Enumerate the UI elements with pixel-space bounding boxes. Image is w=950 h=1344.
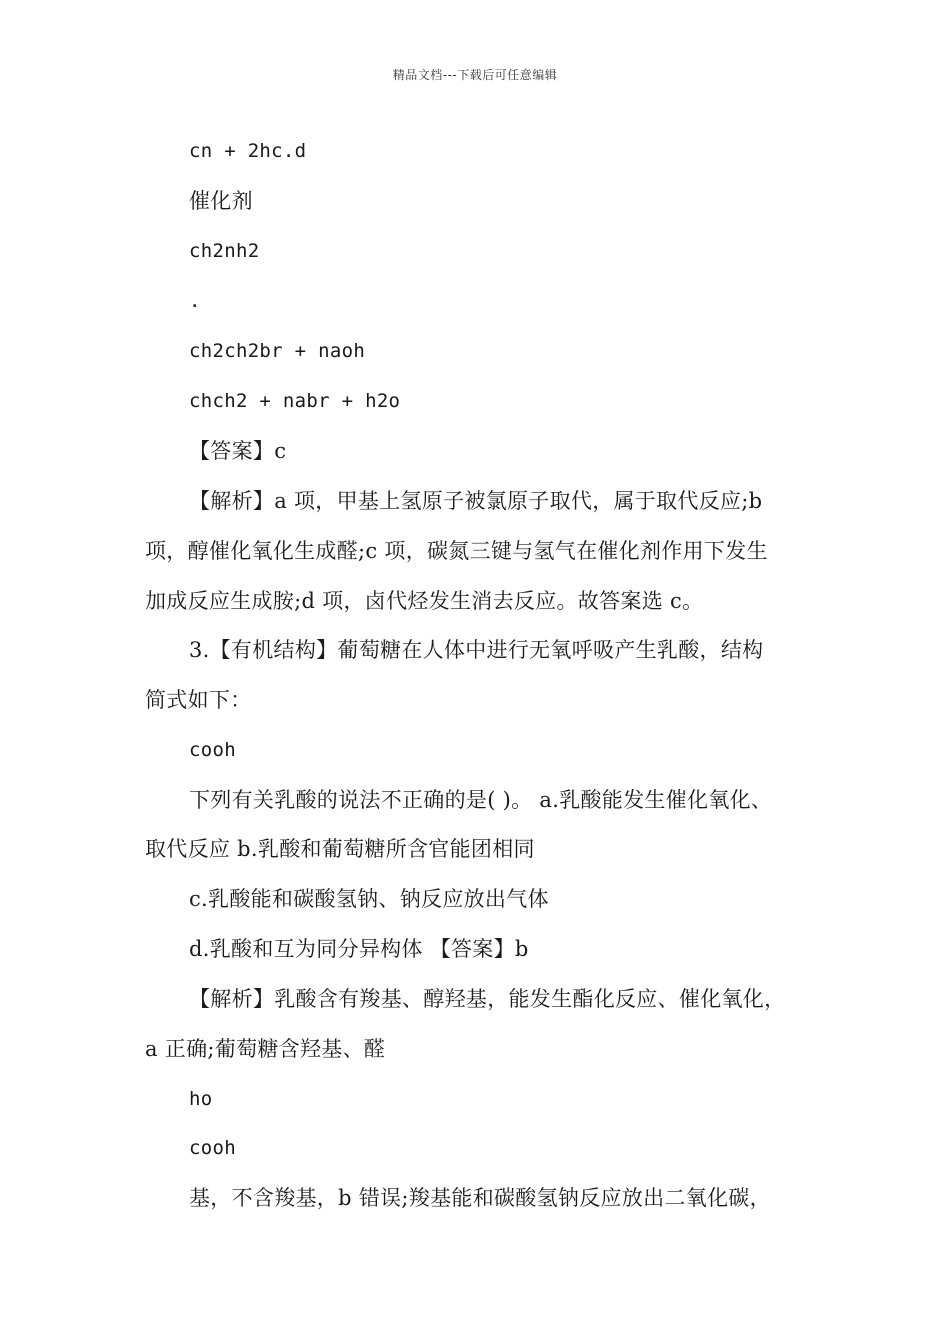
- text-line: ch2nh2: [189, 240, 260, 262]
- answer-line: 【答案】c: [189, 439, 287, 463]
- text-line: 取代反应 b.乳酸和葡萄糖所含官能团相同: [145, 837, 535, 861]
- text-line: c.乳酸能和碳酸氢钠、钠反应放出气体: [189, 887, 549, 911]
- text-line: ch2ch2br + naoh: [189, 340, 366, 362]
- answer-line: d.乳酸和互为同分异构体 【答案】b: [189, 937, 529, 961]
- analysis-line: 【解析】乳酸含有羧基、醇羟基，能发生酯化反应、催化氧化，: [189, 987, 786, 1011]
- text-line: 简式如下：: [145, 688, 252, 712]
- page-header: 精品文档---下载后可任意编辑: [392, 68, 558, 82]
- text-line: chch2 + nabr + h2o: [189, 390, 401, 412]
- text-line: 基，不含羧基，b 错误;羧基能和碳酸氢钠反应放出二氧化碳，: [189, 1186, 771, 1210]
- text-line: 加成反应生成胺;d 项，卤代烃发生消去反应。故答案选 c。: [145, 589, 704, 613]
- text-line: cooh: [189, 1137, 236, 1159]
- text-line: 项，醇催化氧化生成醛;c 项，碳氮三键与氢气在催化剂作用下发生: [145, 539, 768, 563]
- question-line: 3.【有机结构】葡萄糖在人体中进行无氧呼吸产生乳酸，结构: [189, 638, 764, 662]
- text-line: ho: [189, 1088, 213, 1110]
- text-line: a 正确;葡萄糖含羟基、醛: [145, 1037, 386, 1061]
- text-line: cooh: [189, 739, 236, 761]
- text-line: .: [189, 290, 201, 312]
- text-line: 催化剂: [189, 189, 253, 213]
- analysis-line: 【解析】a 项，甲基上氢原子被氯原子取代，属于取代反应;b: [189, 489, 763, 513]
- text-line: cn + 2hc.d: [189, 140, 307, 162]
- text-line: 下列有关乳酸的说法不正确的是( )。 a.乳酸能发生催化氧化、: [189, 788, 773, 812]
